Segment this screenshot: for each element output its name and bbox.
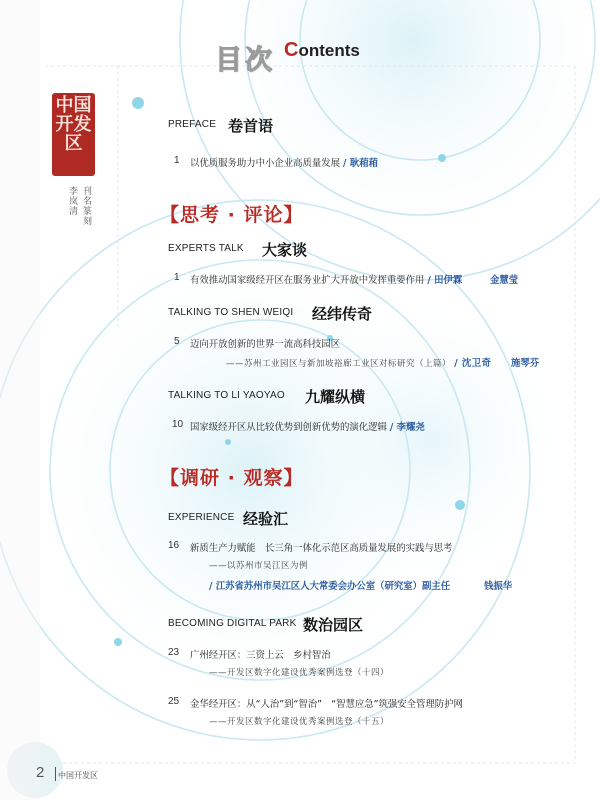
- category-research-observation: 【调研 · 观察】: [160, 467, 304, 489]
- article-title[interactable]: 迈向开放创新的世界一流高科技园区: [190, 339, 341, 350]
- article-page: 5: [174, 336, 180, 347]
- article-subtitle: ——开发区数字化建设优秀案例选登（十五）: [209, 717, 390, 727]
- category-thinking-review: 【思考 · 评论】: [160, 204, 304, 226]
- section-experience-cn: 经验汇: [243, 510, 289, 528]
- article-page: 16: [168, 540, 180, 551]
- article-page: 25: [168, 696, 180, 707]
- article-author: / 江苏省苏州市吴江区人大常委会办公室（研究室）副主任: [209, 581, 451, 592]
- contents-title-cn: 目次: [215, 45, 275, 76]
- article-author: 施琴芬: [511, 358, 540, 369]
- article-title[interactable]: 新质生产力赋能 长三角一体化示范区高质量发展的实践与思考: [190, 543, 453, 554]
- section-experts-en: EXPERTS TALK: [168, 243, 244, 254]
- seal-credit-2: 李岚清: [67, 186, 77, 216]
- section-experts-cn: 大家谈: [262, 241, 308, 259]
- article-title[interactable]: 有效推动国家级经开区在服务业扩大开放中发挥重要作用 / 田伊霖: [190, 275, 463, 286]
- seal-logo: [52, 93, 95, 176]
- page-number: 2: [36, 764, 45, 781]
- section-digital-en: BECOMING DIGITAL PARK: [168, 618, 297, 629]
- section-li-cn: 九耀纵横: [305, 388, 366, 406]
- section-shen-cn: 经纬传奇: [312, 305, 373, 323]
- magazine-name: 中国开发区: [58, 771, 98, 780]
- article-page: 1: [174, 155, 180, 166]
- article-title[interactable]: 广州经开区：三资上云 乡村智治: [190, 650, 331, 661]
- article-subtitle: ——开发区数字化建设优秀案例选登（十四）: [209, 668, 390, 678]
- article-title[interactable]: 以优质服务助力中小企业高质量发展 / 耿葙葙: [190, 158, 378, 169]
- section-digital-cn: 数治园区: [303, 616, 364, 634]
- section-preface-en: PREFACE: [168, 119, 217, 130]
- article-page: 10: [172, 419, 184, 430]
- article-subtitle: ——以苏州市吴江区为例: [209, 561, 309, 571]
- section-experience-en: EXPERIENCE: [168, 512, 235, 523]
- article-page: 23: [168, 647, 180, 658]
- article-title[interactable]: 国家级经开区从比较优势到创新优势的演化逻辑 / 李耀尧: [190, 422, 425, 433]
- section-li-en: TALKING TO LI YAOYAO: [168, 390, 285, 401]
- article-author: 金慧莹: [490, 275, 519, 286]
- article-subtitle: ——苏州工业园区与新加坡裕廊工业区对标研究（上篇） / 沈卫奇: [226, 358, 492, 369]
- section-preface-cn: 卷首语: [228, 117, 274, 135]
- article-title[interactable]: 金华经开区：从“人治”到“智治” “智慧应急”筑强安全管理防护网: [190, 699, 463, 710]
- seal-text: 中国开发区: [55, 95, 92, 154]
- article-page: 1: [174, 272, 180, 283]
- article-author: 钱振华: [484, 581, 513, 592]
- contents-title-en: Contents: [284, 39, 360, 61]
- seal-credit-1: 刊名篆刻: [81, 186, 91, 226]
- footer-divider: [55, 767, 56, 781]
- section-shen-en: TALKING TO SHEN WEIQI: [168, 307, 294, 318]
